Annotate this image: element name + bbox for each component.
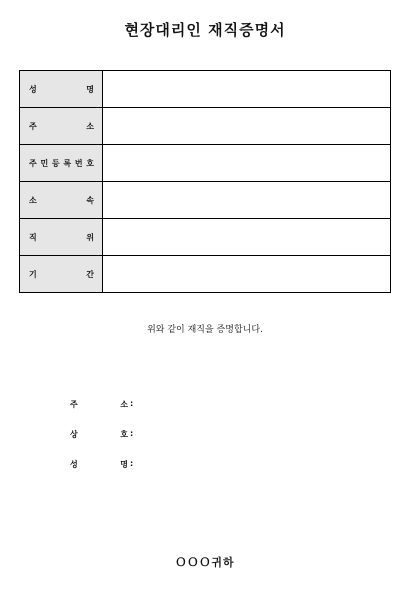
signature-label xyxy=(70,399,128,410)
signature-label-char: 성 xyxy=(70,460,78,469)
signature-label-char: 주 xyxy=(70,400,78,409)
field-value[interactable] xyxy=(103,108,391,145)
signature-colon: : xyxy=(130,429,134,438)
table-row xyxy=(20,145,391,182)
field-label xyxy=(20,108,103,145)
field-label-char: 소 xyxy=(29,195,37,205)
field-label-char: 직 xyxy=(29,232,37,242)
signature-label-char: 명 xyxy=(120,460,128,469)
field-label-char: 속 xyxy=(86,195,94,205)
field-label-char: 성 xyxy=(29,84,37,94)
table-row xyxy=(20,182,391,219)
field-label-text xyxy=(20,232,102,243)
signature-colon: : xyxy=(130,459,134,468)
field-label-text xyxy=(20,158,102,169)
field-value[interactable] xyxy=(103,256,391,293)
field-label-text xyxy=(20,121,102,132)
table-row xyxy=(20,71,391,108)
field-label xyxy=(20,145,103,182)
signature-row xyxy=(70,429,133,440)
signature-colon: : xyxy=(130,399,134,408)
field-label-char: 주 xyxy=(29,121,37,131)
field-label-char: 호 xyxy=(86,158,94,168)
field-label xyxy=(20,71,103,108)
field-label-char: 소 xyxy=(86,121,94,131)
field-label-text xyxy=(20,269,102,280)
field-label-char: 등 xyxy=(51,158,60,168)
table-row xyxy=(20,219,391,256)
signature-label xyxy=(70,429,128,440)
signature-label-char: 상 xyxy=(70,430,78,439)
field-label-char: 기 xyxy=(29,269,37,279)
field-label-char: 명 xyxy=(86,84,94,94)
field-label-char: 록 xyxy=(63,158,72,168)
field-label xyxy=(20,256,103,293)
field-label xyxy=(20,182,103,219)
field-label-char: 민 xyxy=(40,158,49,168)
field-label-text xyxy=(20,195,102,206)
signature-row xyxy=(70,459,133,470)
field-value[interactable] xyxy=(103,219,391,256)
signature-row xyxy=(70,399,133,410)
field-value[interactable] xyxy=(103,182,391,219)
field-label-char: 위 xyxy=(86,232,94,242)
field-label-char: 간 xyxy=(86,269,94,279)
table-row xyxy=(20,256,391,293)
field-value[interactable] xyxy=(103,71,391,108)
document-title: 현장대리인 재직증명서 xyxy=(124,21,286,39)
signature-label xyxy=(70,459,128,470)
field-label-text xyxy=(20,84,102,95)
field-label-char: 주 xyxy=(29,158,37,168)
certification-statement: 위와 같이 재직을 증명합니다. xyxy=(147,325,263,335)
field-label xyxy=(20,219,103,256)
signature-label-char: 소 xyxy=(120,400,128,409)
info-table xyxy=(19,70,391,293)
addressee: ＯＯＯ귀하 xyxy=(175,556,235,569)
field-label-char: 번 xyxy=(74,158,83,168)
table-row xyxy=(20,108,391,145)
signature-label-char: 호 xyxy=(120,430,128,439)
field-value[interactable] xyxy=(103,145,391,182)
